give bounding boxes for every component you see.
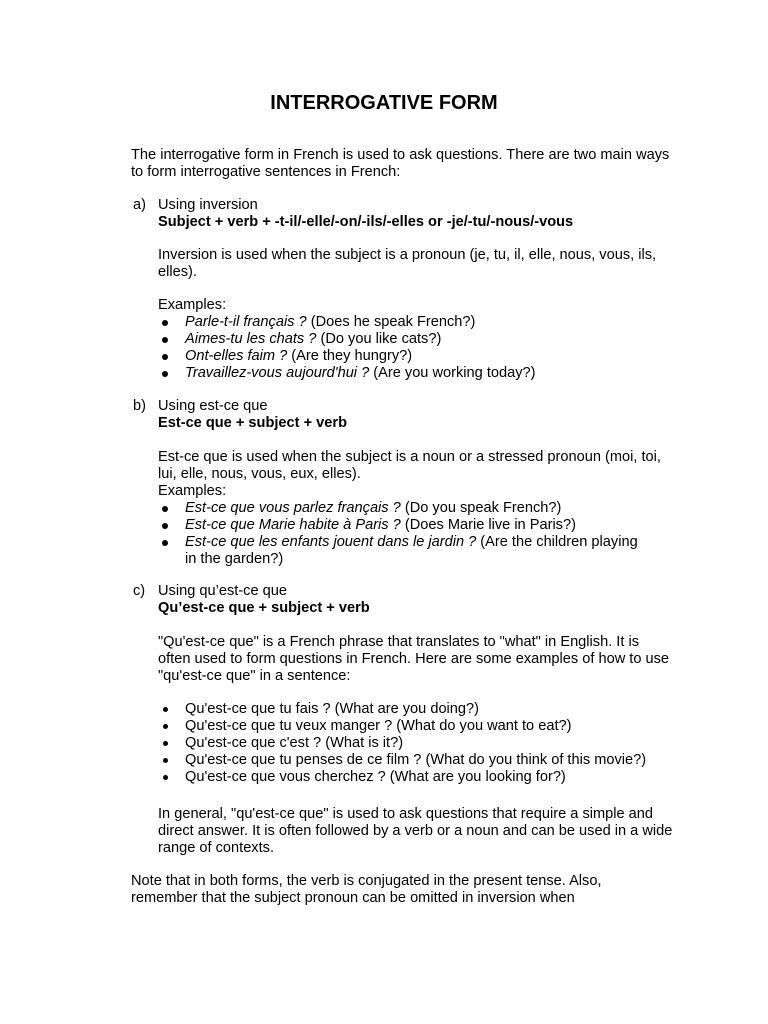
example-text: Qu'est-ce que vous cherchez ? (What are you looking for?) [185, 769, 566, 785]
section-a-examples-label: Examples: [158, 297, 227, 313]
section-c-letter: c) [133, 583, 146, 599]
example-french: Est-ce que vous parlez français ? [185, 500, 401, 516]
example-french: Aimes-tu les chats ? [185, 331, 317, 347]
example-english: (Are you working today?) [369, 365, 536, 381]
example-text: Qu'est-ce que c'est ? (What is it?) [185, 735, 404, 751]
bullet-icon [163, 707, 168, 712]
section-c-title: Using qu’est-ce que [158, 583, 287, 599]
bullet-icon [163, 775, 168, 780]
section-b-heading [133, 398, 673, 415]
list-item [158, 752, 678, 769]
bullet-icon [162, 523, 168, 529]
list-item [158, 500, 648, 517]
section-c-examples-list [158, 701, 678, 786]
section-c-formula: Qu’est-ce que + subject + verb [158, 600, 370, 616]
example-text: Qu'est-ce que tu fais ? (What are you doing?) [185, 701, 480, 717]
section-b-examples-list [158, 500, 648, 568]
section-c-explanation: "Qu'est-ce que" is a French phrase that translates to "what" in English. It is often used to form questions in French. Here are some examples of how to use "qu'est-ce que" in a sentence: [158, 634, 670, 684]
section-b-formula: Est-ce que + subject + verb [158, 415, 347, 431]
example-french: Est-ce que Marie habite à Paris ? [185, 517, 401, 533]
list-item [158, 534, 648, 568]
list-item [158, 314, 678, 331]
section-a-examples-list [158, 314, 678, 382]
list-item [158, 701, 678, 718]
section-c-closing: In general, "qu'est-ce que" is used to ask questions that require a simple and direct answer. It is often followed by a verb or a noun and can be used in a wide range of contexts. [158, 806, 673, 856]
list-item [158, 718, 678, 735]
example-english: (Do you speak French?) [400, 500, 562, 516]
section-c-heading [133, 583, 673, 600]
section-b-letter: b) [133, 398, 146, 414]
example-english: (Does Marie live in Paris?) [400, 517, 576, 533]
list-item [158, 735, 678, 752]
section-b-title: Using est-ce que [158, 398, 268, 414]
section-a-formula: Subject + verb + -t-il/-elle/-on/-ils/-elles or -je/-tu/-nous/-vous [158, 214, 574, 230]
list-item [158, 365, 678, 382]
bullet-icon [162, 371, 168, 377]
example-french: Parle-t-il français ? [185, 314, 307, 330]
section-b-explanation: Est-ce que is used when the subject is a noun or a stressed pronoun (moi, toi, lui, elle, nous, vous, eux, elles). [158, 449, 661, 482]
bullet-icon [162, 506, 168, 512]
example-french: Est-ce que les enfants jouent dans le jardin ? [185, 534, 477, 550]
section-a-letter: a) [133, 197, 146, 213]
section-a-heading [133, 197, 673, 214]
intro-paragraph: The interrogative form in French is used to ask questions. There are two main ways to form interrogative sentences in French: [131, 147, 670, 180]
section-b-examples-label: Examples: [158, 483, 227, 499]
bullet-icon [163, 724, 168, 729]
list-item [158, 769, 678, 786]
example-english: (Do you like cats?) [316, 331, 442, 347]
page-title: INTERROGATIVE FORM [270, 92, 498, 114]
example-french: Travaillez-vous aujourd'hui ? [185, 365, 370, 381]
example-text: Qu'est-ce que tu penses de ce film ? (What do you think of this movie?) [185, 752, 647, 768]
section-a-title: Using inversion [158, 197, 258, 213]
section-a-explanation: Inversion is used when the subject is a pronoun (je, tu, il, elle, nous, vous, ils, elles). [158, 247, 657, 280]
bullet-icon [163, 741, 168, 746]
bullet-icon [162, 540, 168, 546]
example-english: (Does he speak French?) [306, 314, 476, 330]
example-english: (Are they hungry?) [287, 348, 413, 364]
example-french: Ont-elles faim ? [185, 348, 288, 364]
example-text: Qu'est-ce que tu veux manger ? (What do you want to eat?) [185, 718, 572, 734]
list-item [158, 348, 678, 365]
list-item [158, 331, 678, 348]
list-item [158, 517, 648, 534]
bullet-icon [162, 354, 168, 360]
bullet-icon [162, 337, 168, 343]
example-english: (Are the children playing in the garden?) [185, 534, 638, 567]
bullet-icon [163, 758, 168, 763]
note-paragraph: Note that in both forms, the verb is conjugated in the present tense. Also, remember that the subject pronoun can be omitted in inversion when [131, 873, 602, 906]
bullet-icon [162, 320, 168, 326]
